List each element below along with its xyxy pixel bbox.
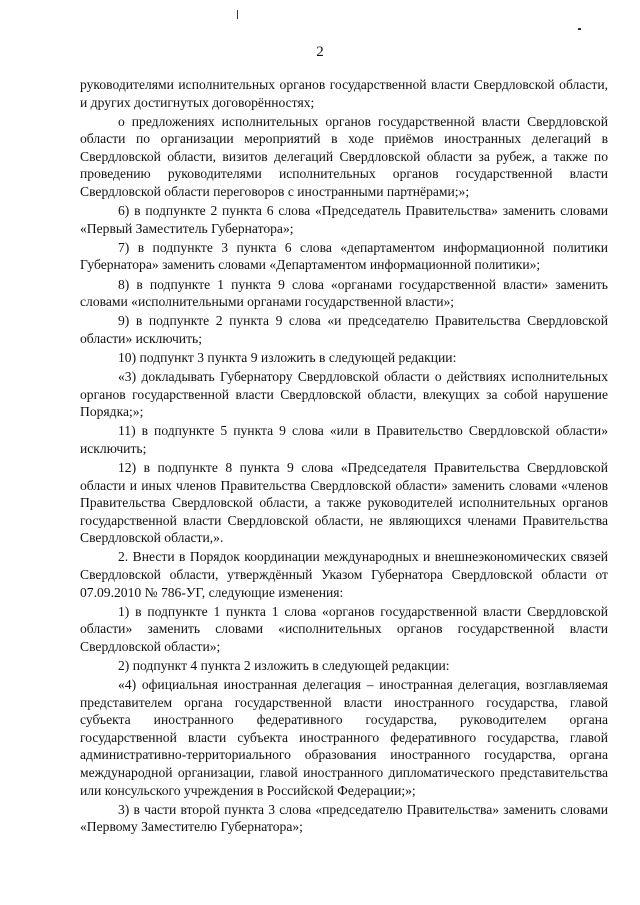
- document-body: [80, 76, 608, 837]
- paragraph: 8) в подпункте 1 пункта 9 слова «органами государственной власти» заменить словами «исполнительными органами государственной власти»;: [80, 276, 608, 310]
- paragraph: 1) в подпункте 1 пункта 1 слова «органов государственной власти Свердловской области» заменить словами «исполнительных органов государственной власти Свердловской области»;: [80, 603, 608, 654]
- paragraph: 2) подпункт 4 пункта 2 изложить в следующей редакции:: [118, 658, 450, 673]
- paragraph: 10) подпункт 3 пункта 9 изложить в следующей редакции:: [118, 349, 457, 365]
- paragraph: 9) в подпункте 2 пункта 9 слова «и председателю Правительства Свердловской области» исключить;: [80, 313, 608, 346]
- paragraph: 11) в подпункте 5 пункта 9 слова «или в Правительство Свердловской области» исключить;: [80, 423, 608, 456]
- paragraph: руководителями исполнительных органов государственной власти Свердловской области, и других достигнутых договорённостях;: [80, 77, 608, 110]
- paragraph: 2. Внести в Порядок координации международных и внешнеэкономических связей Свердловской области, утверждённый Указом Губернатора Свердловской области от 07.09.2010 № 786-УГ, следующие изменения:: [80, 549, 608, 600]
- paragraph: 7) в подпункте 3 пункта 6 слова «департаментом информационной политики Губернатора» заменить словами «Департаментом информационной политики»;: [80, 239, 608, 273]
- scan-mark: [578, 28, 581, 30]
- scan-mark: [237, 10, 238, 19]
- paragraph: 6) в подпункте 2 пункта 6 слова «Председатель Правительства» заменить словами «Первый Заместитель Губернатора»;: [80, 203, 608, 236]
- paragraph: «4) официальная иностранная делегация – иностранная делегация, возглавляемая представителем органа государственной власти иностранного государства, главой субъекта иностранного федеративного государства, руководителем органа государственной власти субъекта иностранного федеративного государства, главой административно-территориального образования иностранного государства, органа международной организации, главой иностранного дипломатического представительства или консульского учреждения в Российской Федерации;»;: [80, 677, 608, 798]
- paragraph: 12) в подпункте 8 пункта 9 слова «Председателя Правительства Свердловской области и иных членов Правительства Свердловской области» заменить словами «членов Правительства Свердловской области, а также руководителей исполнительных органов государственной власти Свердловской области, не являющихся членами Правительства Свердловской области,».: [80, 459, 608, 546]
- paragraph: 3) в части второй пункта 3 слова «председателю Правительства» заменить словами «Первому Заместителю Губернатора»;: [80, 801, 608, 835]
- page-number: 2: [316, 44, 324, 60]
- paragraph: «3) докладывать Губернатору Свердловской области о действиях исполнительных органов государственной власти Свердловской области, влекущих за собой нарушение Порядка;»;: [80, 369, 608, 420]
- paragraph: о предложениях исполнительных органов государственной власти Свердловской области по организации мероприятий в ходе приёмов иностранных делегаций в Свердловской области, визитов делегаций Свердловской области за рубеж, а также по проведению руководителями исполнительных органов государственной власти Свердловской области переговоров с иностранными партнёрами;»;: [80, 113, 608, 200]
